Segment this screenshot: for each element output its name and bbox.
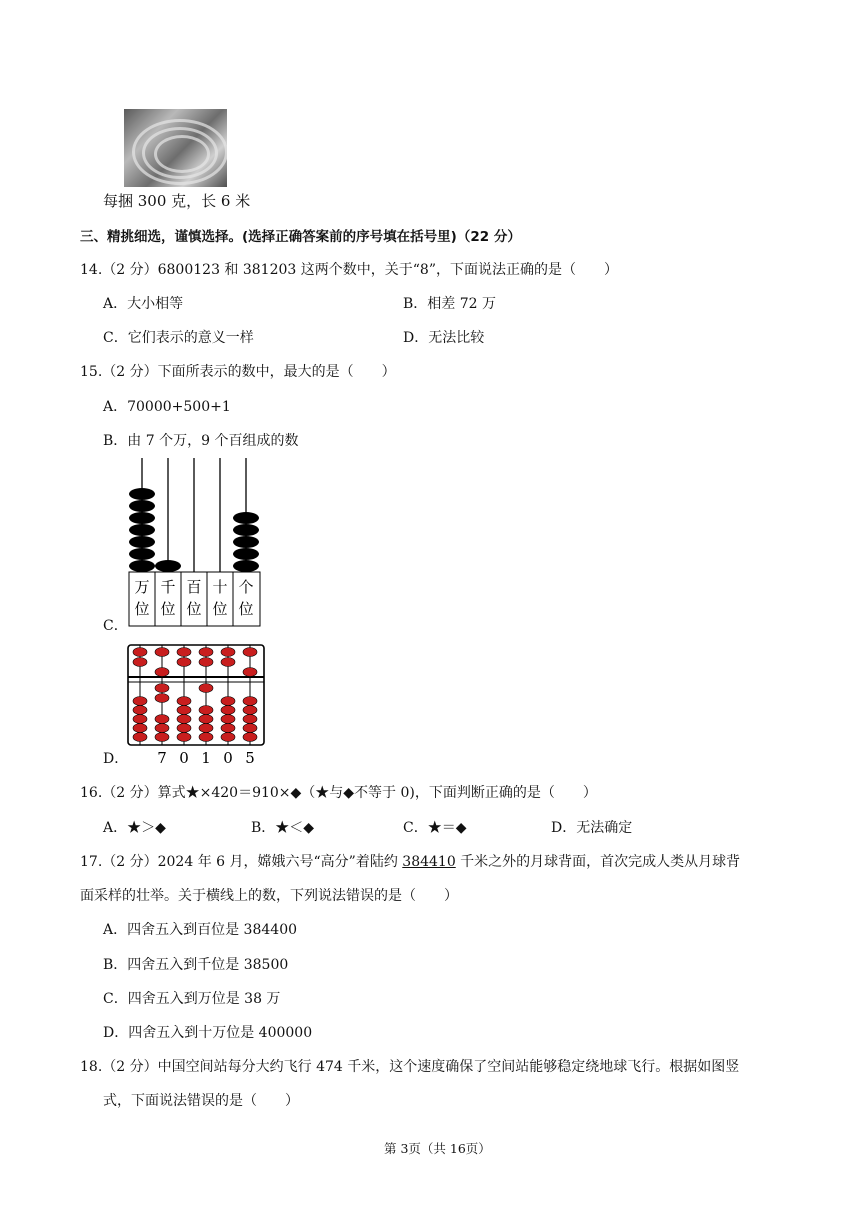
abacus-bead [177,658,191,667]
abacus-bead [177,733,191,742]
abacus-bead [243,648,257,657]
abacus-bead [133,706,147,715]
question-16-stem: 16.（2 分）算式★×420＝910×◆（★与◆不等于 0)，下面判断正确的是（ ） [80,785,597,801]
q16-option-b: B．★＜◆ [251,820,315,836]
abacus-bead [177,715,191,724]
section-title: 三、精挑细选，谨慎选择。(选择正确答案前的序号填在括号里)（22 分） [80,229,521,245]
abacus-bead [199,684,213,693]
counter-bead [233,548,259,560]
abacus-bead [133,658,147,667]
abacus-digit-label: 5 [245,749,255,765]
abacus-bead [199,724,213,733]
counter-bead [233,524,259,536]
q15-option-d: D． [103,751,129,767]
q17-option-c: C．四舍五入到万位是 38 万 [103,991,281,1007]
q16-option-d: D．无法确定 [551,820,633,836]
abacus-bead [177,724,191,733]
abacus-bead [221,706,235,715]
abacus-bead [155,684,169,693]
counter-place-label: 位 [134,600,150,618]
question-14-stem: 14.（2 分）6800123 和 381203 这两个数中，关于“8”，下面说法正确的是（ ） [80,262,618,278]
q16-option-a: A．★＞◆ [103,820,166,836]
abacus-bead [199,706,213,715]
abacus-bead [243,724,257,733]
q17-underlined-number: 384410 [402,854,456,870]
abacus-bead [177,697,191,706]
page-footer: 第 3页（共 16页） [384,1141,491,1156]
abacus-bead [155,733,169,742]
q15-option-c: C． [103,618,128,634]
question-17-stem-line2: 面采样的壮举。关于横线上的数，下列说法错误的是（ ） [80,888,458,904]
counter-bead [233,512,259,524]
counter-bead [233,536,259,548]
abacus-bead [243,706,257,715]
q17-stem-pre: 17.（2 分）2024 年 6 月，嫦娥六号“高分”着陆约 [80,854,403,870]
counter-place-label: 千 [160,578,176,596]
abacus-bead [177,706,191,715]
abacus-bead [243,715,257,724]
counter-place-label: 位 [212,600,228,618]
wire-coil-photo [124,109,227,187]
abacus-bead [133,724,147,733]
q17-option-a: A．四舍五入到百位是 384400 [103,922,298,938]
q17-option-b: B．四舍五入到千位是 38500 [103,957,289,973]
q14-option-a: A．大小相等 [103,296,184,312]
bead-counter-diagram [125,458,265,630]
abacus-digit-label: 0 [179,749,189,765]
question-15-stem: 15.（2 分）下面所表示的数中，最大的是（ ） [80,364,396,380]
q15-option-b: B．由 7 个万，9 个百组成的数 [103,433,299,449]
abacus-digit-label: 7 [157,749,167,765]
abacus-bead [243,668,257,677]
counter-bead [129,512,155,524]
q17-option-d: D．四舍五入到十万位是 400000 [103,1025,313,1041]
abacus-bead [199,715,213,724]
question-17-stem [80,851,740,871]
abacus-diagram [125,643,268,765]
abacus-bead [133,648,147,657]
q14-option-c: C．它们表示的意义一样 [103,330,254,346]
counter-bead [129,548,155,560]
counter-place-label: 万 [134,578,150,596]
abacus-bead [221,648,235,657]
counter-place-label: 百 [186,578,202,596]
abacus-bead [243,697,257,706]
abacus-bead [221,715,235,724]
counter-place-label: 位 [186,600,202,618]
abacus-bead [221,658,235,667]
counter-place-label: 十 [212,578,228,596]
abacus-bead [155,694,169,703]
abacus-bead [221,724,235,733]
counter-place-label: 个 [238,578,254,596]
abacus-bead [199,658,213,667]
abacus-bead [177,648,191,657]
counter-bead [129,560,155,572]
abacus-bead [199,733,213,742]
counter-place-label: 位 [160,600,176,618]
counter-bead [129,536,155,548]
counter-bead [233,560,259,572]
q15-option-a: A．70000+500+1 [103,399,231,415]
photo-caption: 每捆 300 克，长 6 米 [103,192,251,210]
q17-stem-post: 千米之外的月球背面，首次完成人类从月球背 [455,854,741,870]
q14-option-b: B．相差 72 万 [403,296,497,312]
counter-bead [129,524,155,536]
counter-bead [129,500,155,512]
abacus-bead [155,715,169,724]
abacus-bead [133,697,147,706]
abacus-bead [243,733,257,742]
abacus-bead [221,697,235,706]
abacus-bead [155,724,169,733]
counter-bead [129,488,155,500]
abacus-digit-label: 1 [201,749,211,765]
abacus-bead [221,733,235,742]
abacus-bead [133,715,147,724]
abacus-digit-label: 0 [223,749,233,765]
abacus-bead [155,668,169,677]
question-18-stem: 18.（2 分）中国空间站每分大约飞行 474 千米，这个速度确保了空间站能够稳定绕地球飞行。根据如图竖 [80,1059,740,1075]
counter-place-label: 位 [238,600,254,618]
question-18-stem-line2: 式，下面说法错误的是（ ） [103,1093,299,1109]
abacus-bead [199,648,213,657]
counter-bead [155,560,181,572]
abacus-bead [133,733,147,742]
abacus-bead [155,648,169,657]
q14-option-d: D．无法比较 [403,330,485,346]
q16-option-c: C．★＝◆ [403,820,467,836]
